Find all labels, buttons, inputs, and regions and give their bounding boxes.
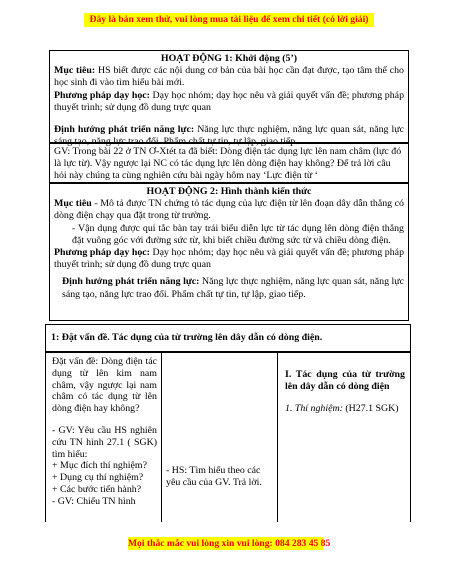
activity2-objective-text: - Mô tả được TN chứng tỏ tác dụng của lực điện từ lên đoạn dây dẫn thẳng có dòng điện chạy qua đặt trong từ trường. [54, 198, 404, 222]
col1-line: - GV: Chiếu TN hình [52, 495, 136, 507]
activity2-objective [54, 198, 404, 222]
section1-heading: 1: Đặt vấn đề. Tác dụng của từ trường lên dây dẫn có dòng điện. [45, 324, 411, 352]
activity2-box [49, 183, 409, 321]
contact-banner: Mọi thắc mắc vui lòng xin vui lòng: 084 283 45 85 [128, 538, 331, 549]
activity1-objective [54, 65, 404, 89]
lesson-table [45, 352, 411, 522]
col1-line: - GV: Yêu cầu HS nghiên cứu TN hình 27.1 ( SGK) tìm hiểu: [52, 424, 157, 460]
col1-line: + Dụng cụ thí nghiệm? [52, 472, 144, 484]
teacher-activity-column [46, 353, 162, 522]
col3-heading: I. Tác dụng của từ trường lên dây dẫn có dòng điện [285, 369, 405, 392]
activity1-objective-text: HS biết được các nội dung cơ bản của bài học cần đạt được, tạo tâm thế cho học sinh đi vào tìm hiểu bài mới. [54, 65, 404, 89]
activity1-box [49, 50, 409, 148]
activity2-method-label: Phương pháp dạy học: [54, 247, 150, 259]
activity1-method-label: Phương pháp dạy học: [54, 89, 150, 101]
activity1-gv-text: GV: Trong bài 22 ở TN Ơ-Xtét ta đã biết: Dòng điện tác dụng lực lên nam châm (lực đó là lực từ). Vậy ngược lại NC có tác dụng lực lên dòng điện hay không? Để trả lời câu hỏi này chúng ta cùng nghiên cứu bài ngày hôm nay ‘Lực điện từ ‘ [54, 146, 402, 182]
activity2-objective-label: Mục tiêu [54, 198, 92, 210]
activity2-method [54, 247, 404, 271]
activity2-method-text: Dạy học nhóm; dạy học nêu và giải quyết vấn đề; phương pháp thuyết trình; sử dụng đồ dung trực quan [54, 247, 405, 271]
activity1-method [54, 90, 404, 114]
activity2-competency-label: Định hướng phát triển năng lực: [62, 276, 200, 288]
activity1-title: HOẠT ĐỘNG 1: Khởi động (5’) [160, 53, 298, 64]
activity2-title: HOẠT ĐỘNG 2: Hình thành kiến thức [146, 186, 312, 197]
col1-line: Đặt vấn đề: Dòng điện tác dụng từ lên kim nam châm, vậy ngược lại nam châm có tác dụng từ lên dòng điện hay không? [52, 356, 157, 415]
activity2-competency [54, 276, 404, 300]
content-column [278, 353, 410, 522]
preview-banner: Đây là bản xem thử, vui lòng mua tài liệu để xem chi tiết (có lời giải) [84, 13, 374, 27]
activity1-method-text: Dạy học nhóm; dạy học nêu và giải quyết vấn đề; phương pháp thuyết trình; sử dụng đồ dung trực quan [54, 89, 405, 113]
activity1-gv-box [49, 143, 409, 183]
activity2-competency-text: Năng lực thực nghiệm, năng lực quan sát, năng lực sáng tạo, năng lực trao đổi. Phẩm chất tự tin, tự lập, giao tiếp. [62, 276, 405, 300]
col1-line: + Mục đích thí nghiệm? [52, 460, 147, 472]
col3-item-label: 1. Thí nghiệm: [285, 402, 343, 414]
col3-item [285, 403, 405, 415]
activity1-competency-label: Định hướng phát triển năng lực: [54, 124, 195, 136]
col3-item-text: (H27.1 SGK) [345, 402, 399, 414]
col1-line: + Các bước tiến hành? [52, 483, 142, 495]
activity1-objective-label: Mục tiêu: [54, 65, 96, 77]
activity1-competency-text: Năng lực thực nghiệm, năng lực quan sát, năng lực sáng tạo, năng lực trao đổi. Phẩm chất tự tin, tự lập, giao tiếp. [54, 124, 405, 148]
activity2-objective-text2: - Vận dụng được qui tắc bàn tay trái biểu diễn lực từ tác dụng lên dòng điện thẳng đặt vuông góc với đường sức từ, khi biết chiều đường sức từ và chiều dòng điện. [72, 222, 404, 246]
student-activity-column [162, 353, 278, 522]
col2-text: - HS: Tìm hiểu theo các yêu cầu của GV. Trả lời. [166, 465, 262, 488]
